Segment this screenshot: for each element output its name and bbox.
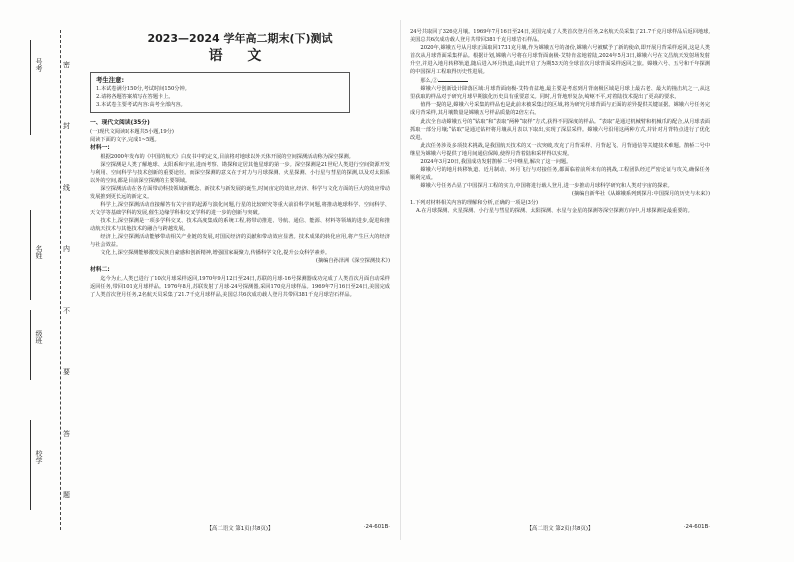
notice-item: 1.本试卷满分150分,考试时间150分钟。 — [96, 86, 190, 92]
paragraph: 嫦娥六号的地月转移轨道、近月制动、环月飞行与对接任务,都面临着前所未有的挑战,工程团队经过严密论证与攻关,确保任务顺利完成。 — [410, 166, 710, 181]
exam-number-line — [30, 40, 31, 135]
paragraph: 嫦娥六号创新设计降落区域:月球背面南极-艾特肯盆地,最主要是考虑到月背南极区域是月球上最古老、最大的撞击坑之一,从这里获取的样品对于研究月球早期演化历史具有重要意义。同时,月背地形复杂,崎岖不平,对着陆技术提出了更高的要求。 — [410, 86, 710, 101]
seal-word: 线 — [63, 183, 70, 192]
paragraph — [410, 76, 710, 85]
page-1 — [90, 28, 390, 299]
section-heading: 一、现代文阅读(35分) — [90, 120, 150, 126]
page-number: 【高二语文 第1页(共8页)】 — [206, 526, 274, 532]
seal-word: 密 — [63, 61, 70, 69]
binding-label-exam-number: 号考 — [35, 58, 43, 72]
question-1-option-a: A.在月球探测、火星探测、小行星与彗星的探测、太阳探测、水星与金星的探测等深空探测方向中,月球探测是最重要的。 — [416, 207, 693, 214]
paragraph: 根据2000年发布的《中国的航天》白皮书中的定义,目前将对地球以外天体开展的空间探测活动称为深空探测。 — [100, 153, 354, 160]
subsection-heading: (一)现代文阅读Ⅰ(本题共5小题,19分) — [90, 128, 174, 135]
name-line — [30, 210, 31, 300]
notice-item: 2.请将各题答案填写在答题卡上。 — [96, 94, 174, 100]
paragraph: 2024年3月20日,我国成功发射鹊桥二号中继星,解决了这一问题。 — [420, 158, 572, 165]
paper-code: ·24-601B· — [683, 524, 710, 530]
seal-word: 题 — [63, 490, 70, 499]
paper-code: ·24-601B· — [363, 524, 390, 530]
seal-word: 内 — [63, 245, 70, 254]
binding-label-name: 名姓 — [35, 245, 43, 259]
seal-word: 不 — [63, 306, 70, 315]
page-number: 【高二语文 第2页(共8页)】 — [526, 526, 594, 532]
seal-word: 答 — [63, 429, 70, 438]
paragraph: 技术上,深空探测是一项多学科交叉、技术高度集成的系统工程,将带动推进、导航、通信、能源、材料等领域的进步,促进和推动航天技术与其他技术的融合与跨越发展。 — [90, 218, 390, 233]
fill-in-prompt: 那么,② — [420, 78, 438, 85]
exam-title: 2023—2024 学年高二期末(下)测试 — [147, 32, 333, 45]
paragraph: 嫦娥六号任务凸显了中国探月工程的实力,中国将进行载人登月,进一步推动月球科学研究和人类对宇宙的探索。 — [420, 182, 673, 189]
notice-item: 3.本试卷主要考试内容:高考全部内容。 — [96, 102, 186, 108]
seal-word: 封 — [63, 122, 70, 131]
source-citation: (摘编自新华社《从嫦娥系列到探月:中国探月的历史与未来》) — [571, 190, 710, 197]
question-1: 1.下列对材料相关内容的理解和分析,正确的一项是(3分) — [410, 199, 539, 206]
paragraph: 深空探测活动在各方面带动科技领域新概念、新技术与新发展的诞生,时间宙定的效应,经济、科学与文化方面的巨大的效应带动发展推到更长远的新定义。 — [90, 185, 390, 200]
paragraph: 此次全自动嫦娥五号的“钻取”和“表取”两种“取样”方式,获得不同深度的样品。“表取”是通过机械臂和机械爪的配合,从月球表面抓取一部分月壤;“钻取”是通过钻杆将月壤从月表以下取出,实现了深层采样。嫦娥六号沿用这两种方式,并针对月背特点进行了优化改进。 — [410, 118, 710, 141]
paragraph: 值得一提的是,嫦娥六号采集的样品也是此前未被采集过的区域,将为研究月球背面与正面的差异提供关键证据。嫦娥六号任务完成月背采样,其月壤数量是嫦娥五号样品质量的2倍左右。 — [410, 102, 710, 117]
seal-warning — [63, 60, 70, 500]
paragraph: 文化上,深空探测能够激发民族自豪感和创新精神,增强国家凝聚力,传播科学文化,提升公众科学素养。 — [100, 250, 331, 257]
page-fold — [400, 20, 401, 540]
answer-blank — [438, 76, 468, 82]
paragraph: 此次任务涉及多项技术挑战,是我国航天技术的又一次突破,攻克了月背采样、月背起飞、月背通信等关键技术难题。鹊桥二号中继星为嫦娥六号提供了地月间通信保障,使得月背着陆和采样得以实现。 — [410, 142, 710, 157]
class-line — [30, 310, 31, 380]
source-citation: (摘编自孙泽洲《深空探测技术》) — [315, 258, 390, 265]
material-1-title: 材料一: — [90, 144, 110, 151]
page-2 — [410, 28, 710, 215]
binding-label-class: 级班 — [35, 330, 43, 344]
seal-dashed-line — [60, 30, 61, 530]
paragraph: 科学上,深空探测活动直接解答有关宇宙的起源与演化问题,行星的比较研究等重大前沿科学问题,将推动地球科学、空间科学、天文学等基础学科的发展,催生边缘学科和交叉学科的进一步的创新与突破。 — [90, 201, 390, 217]
binding-label-school: 校学 — [35, 450, 43, 464]
notice-title: 考生注意: — [96, 76, 125, 84]
subject-title: 语 文 — [208, 48, 272, 64]
notice-box — [90, 72, 350, 113]
paragraph: 迄今为止,人类已进行了10次月球采样返回,1970年9月12日至24日,苏联的月球-16号探测器成功完成了人类首次月面自动采样返回任务,带回101克月球样品。1976年8月,苏联发射了月球-24号探测器,采回170克月球样品。1969年7月16日至24日,美国完成了人类首次登月任务,2名航天员采集了21.7千克月球样品,美国总共6次成功载人登月共带回381千克月球岩石样品。 — [90, 276, 390, 299]
material-2-title: 材料二: — [90, 267, 110, 274]
paragraph: 2020年,嫦娥五号从月球正面取回1731克月壤,作为嫦娥五号的备份,嫦娥六号被赋予了新的使命,即开展月背采样返回,这是人类首次从月球背面采集样品。根据计划,嫦娥六号将在月球背面南极-艾特肯盆地着陆,2024年5月3日,嫦娥六号在文昌航天发射场发射升空,并进入地月转移轨道,随后进入环月轨道,由此开启了为期53天的全球首次月球背面采样返回之旅。嫦娥六号、五号和千年探测的中国探月工程取得历史性进展。 — [410, 45, 710, 76]
school-line — [30, 420, 31, 510]
reading-instruction: 阅读下面的文字,完成1~5题。 — [90, 136, 160, 143]
paragraph: 24号共取回了326克月壤。1969年7月16日至24日,美国完成了人类首次登月任务,2名航天员采集了21.7千克月球样品后返回地球,美国总共6次成功载人登月共带回381千克月球岩石样品。 — [410, 29, 710, 44]
paragraph: 经济上,深空探测活动能够带动相关产业链的发展,对国民经济的贡献和带动效应显著。技术成果的转化应用,将产生巨大的经济与社会效益。 — [90, 234, 390, 249]
paragraph: 深空探测是人类了解地球、太阳系和宇宙,进而考察、勘探和定居其他星球的第一步。深空探测是21世纪人类进行空间资源开发与利用、空间科学与技术创新的重要途径。而深空探测的意义在于对力与月球探测、火星探测、小行星与彗星的探测,以及对太阳系以外的空间,都是目前深空探测的主要领域。 — [90, 161, 390, 184]
seal-word: 要 — [63, 368, 70, 377]
